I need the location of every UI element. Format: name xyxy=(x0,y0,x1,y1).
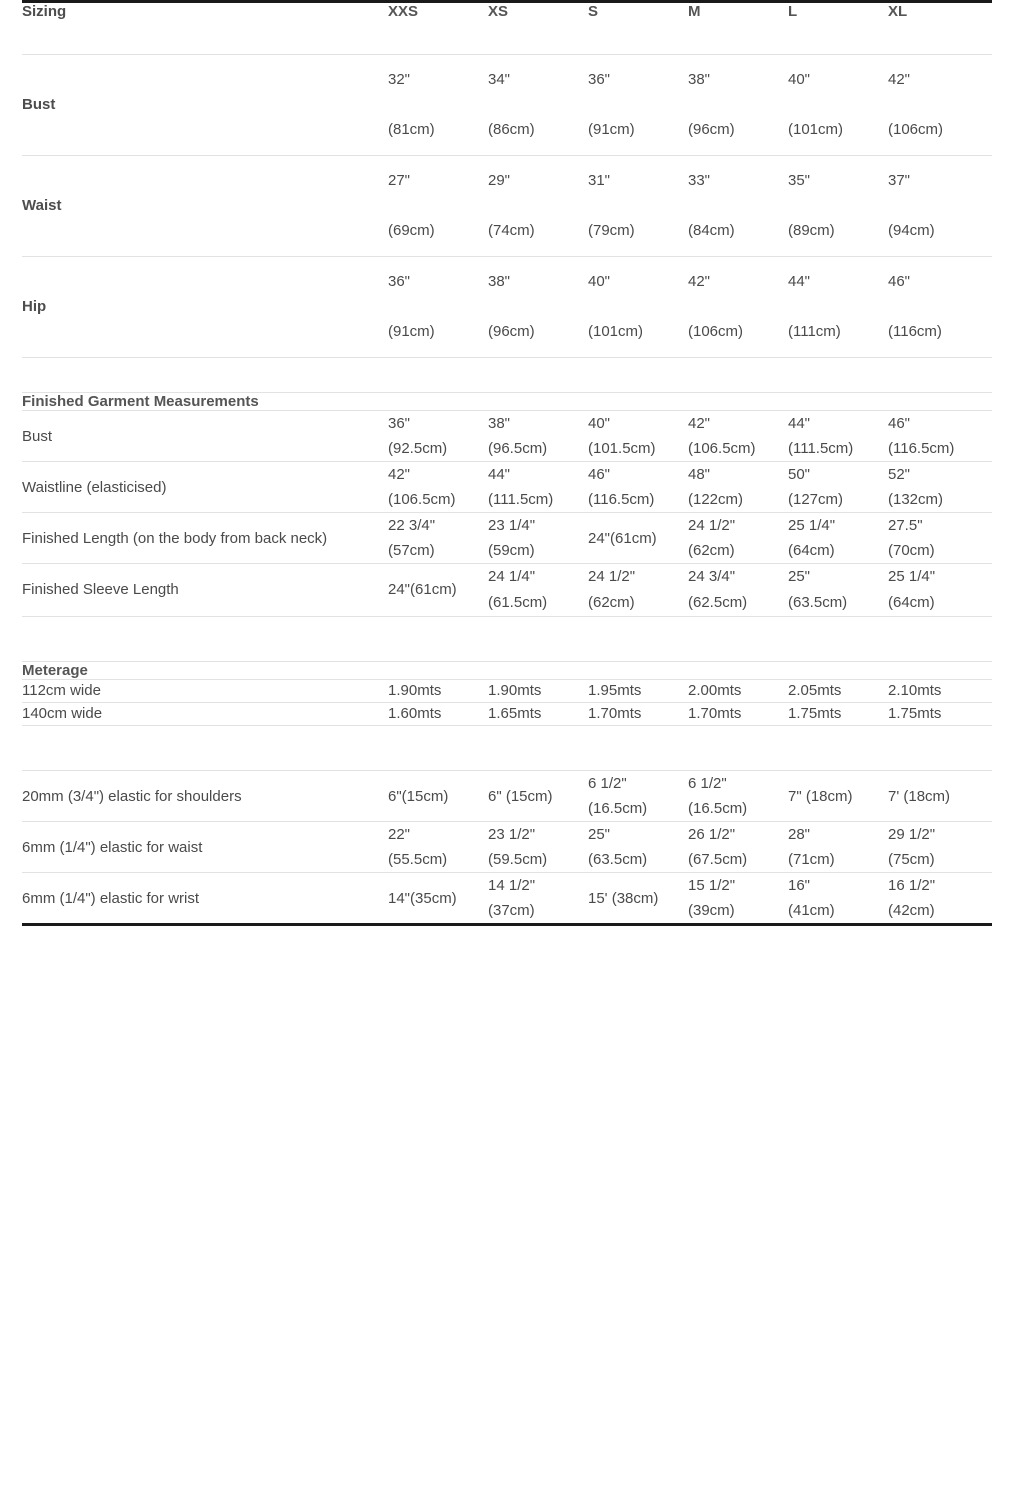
row-label-waist: Waist xyxy=(22,156,388,257)
value-cm: (111.5cm) xyxy=(488,491,554,508)
value-cm: (59cm) xyxy=(488,542,535,559)
cell-hip-l xyxy=(788,257,888,358)
value-cm: (116.5cm) xyxy=(888,440,955,457)
value-cm: (116.5cm) xyxy=(588,491,655,508)
empty-cell xyxy=(488,662,588,680)
spacer-cell xyxy=(488,617,588,662)
value-inches: 24 1/2" xyxy=(588,568,636,585)
row-label-waist-elastic: 6mm (1/4") elastic for waist xyxy=(22,822,388,873)
cell-bust-s xyxy=(588,55,688,156)
value-cm: (16.5cm) xyxy=(688,800,748,817)
value-cm: (96cm) xyxy=(688,121,735,138)
cell-sleeve-l xyxy=(788,564,888,617)
spacer-cell xyxy=(888,358,992,393)
cell-112-m: 2.00mts xyxy=(688,680,788,703)
value-cm: (64cm) xyxy=(888,594,935,611)
cell-waistelastic-xxs xyxy=(388,822,488,873)
value-cm: (64cm) xyxy=(788,542,835,559)
row-label-hip: Hip xyxy=(22,257,388,358)
value-inches: 25 1/4" xyxy=(788,517,836,534)
value-cm: (75cm) xyxy=(888,851,935,868)
spacer-cell xyxy=(788,20,888,55)
value-inches: 40" xyxy=(588,273,611,290)
cell-waistelastic-s xyxy=(588,822,688,873)
cell-finished-bust-xxs xyxy=(388,411,488,462)
spacer-cell xyxy=(688,20,788,55)
value-cm: (79cm) xyxy=(588,222,635,239)
cell-shoulder-s xyxy=(588,771,688,822)
spacer-row xyxy=(22,617,992,662)
cell-waistelastic-l xyxy=(788,822,888,873)
value-inches: 44" xyxy=(488,466,511,483)
cell-waist-xs xyxy=(488,156,588,257)
value-cm: (84cm) xyxy=(688,222,735,239)
cell-finished-length-xs xyxy=(488,513,588,564)
value-cm: (42cm) xyxy=(888,902,935,919)
value-inches: 40" xyxy=(588,415,611,432)
cell-hip-xs xyxy=(488,257,588,358)
spacer-cell xyxy=(888,726,992,771)
empty-cell xyxy=(788,393,888,411)
spacer-cell xyxy=(788,726,888,771)
row-label-140cm: 140cm wide xyxy=(22,703,388,726)
cell-finished-length-xl xyxy=(888,513,992,564)
empty-cell xyxy=(488,393,588,411)
value-inches: 22 3/4" xyxy=(388,517,436,534)
cell-112-l: 2.05mts xyxy=(788,680,888,703)
cell-wristelastic-xs xyxy=(488,873,588,925)
cell-finished-length-s xyxy=(588,513,688,564)
spacer-row xyxy=(22,20,992,55)
value-inches: 27" xyxy=(388,172,411,189)
value-inches: 23 1/4" xyxy=(488,517,536,534)
value-cm: (116cm) xyxy=(888,323,942,340)
value-inches: 6 1/2" xyxy=(688,775,727,792)
table-row xyxy=(22,156,992,257)
cell-waist-l xyxy=(788,156,888,257)
spacer-cell xyxy=(788,358,888,393)
cell-hip-m xyxy=(688,257,788,358)
cell-wristelastic-l xyxy=(788,873,888,925)
spacer-row xyxy=(22,726,992,771)
header-size-l: L xyxy=(788,2,888,21)
cell-112-s: 1.95mts xyxy=(588,680,688,703)
cell-140-l: 1.75mts xyxy=(788,703,888,726)
value-cm: (127cm) xyxy=(788,491,844,508)
value-inches: 34" xyxy=(488,71,511,88)
cell-waistline-m xyxy=(688,462,788,513)
value-inches: 46" xyxy=(588,466,611,483)
value-cm: (89cm) xyxy=(788,222,835,239)
spacer-cell xyxy=(488,20,588,55)
header-size-xl: XL xyxy=(888,2,992,21)
value-cm: (111.5cm) xyxy=(788,440,854,457)
section-heading-row xyxy=(22,393,992,411)
row-label-finished-length: Finished Length (on the body from back neck) xyxy=(22,513,388,564)
header-size-m: M xyxy=(688,2,788,21)
value-cm: (96.5cm) xyxy=(488,440,548,457)
spacer-cell xyxy=(22,358,388,393)
table-row xyxy=(22,703,992,726)
spacer-cell xyxy=(488,358,588,393)
table-row xyxy=(22,513,992,564)
value-inches: 22" xyxy=(388,826,411,843)
value-inches: 24 1/4" xyxy=(488,568,536,585)
cell-sleeve-xs xyxy=(488,564,588,617)
cell-finished-length-xxs xyxy=(388,513,488,564)
row-label-112cm: 112cm wide xyxy=(22,680,388,703)
cell-140-m: 1.70mts xyxy=(688,703,788,726)
empty-cell xyxy=(888,662,992,680)
value-inches: 36" xyxy=(388,273,411,290)
value-cm: (71cm) xyxy=(788,851,835,868)
cell-finished-bust-xl xyxy=(888,411,992,462)
value-cm: (91cm) xyxy=(588,121,635,138)
cell-waist-xxs xyxy=(388,156,488,257)
cell-waistelastic-xs xyxy=(488,822,588,873)
section-title-meterage: Meterage xyxy=(22,662,388,680)
value-inches: 48" xyxy=(688,466,711,483)
value-inches: 38" xyxy=(488,273,511,290)
row-label-wrist-elastic: 6mm (1/4") elastic for wrist xyxy=(22,873,388,925)
spacer-cell xyxy=(388,20,488,55)
value-cm: (132cm) xyxy=(888,491,944,508)
spacer-cell xyxy=(588,20,688,55)
value-cm: (63.5cm) xyxy=(588,851,648,868)
value-inches: 23 1/2" xyxy=(488,826,536,843)
value-inches: 29 1/2" xyxy=(888,826,936,843)
cell-hip-xl xyxy=(888,257,992,358)
value-cm: (94cm) xyxy=(888,222,935,239)
row-label-bust: Bust xyxy=(22,55,388,156)
spacer-cell xyxy=(588,726,688,771)
spacer-cell xyxy=(22,617,388,662)
row-label-sleeve-length: Finished Sleeve Length xyxy=(22,564,388,617)
row-label-waistline: Waistline (elasticised) xyxy=(22,462,388,513)
cell-bust-xs xyxy=(488,55,588,156)
cell-finished-bust-l xyxy=(788,411,888,462)
value-cm: (106cm) xyxy=(688,323,744,340)
cell-finished-bust-xs xyxy=(488,411,588,462)
value-inches: 42" xyxy=(388,466,411,483)
value-combined: 24"(61cm) xyxy=(388,581,457,598)
value-inches: 24 3/4" xyxy=(688,568,736,585)
cell-finished-length-m xyxy=(688,513,788,564)
table-row xyxy=(22,462,992,513)
value-cm: (55.5cm) xyxy=(388,851,448,868)
value-inches: 29" xyxy=(488,172,511,189)
value-cm: (81cm) xyxy=(388,121,435,138)
cell-shoulder-xl xyxy=(888,771,992,822)
value-cm: (106.5cm) xyxy=(388,491,456,508)
cell-bust-l xyxy=(788,55,888,156)
section-heading-row xyxy=(22,662,992,680)
value-inches: 25" xyxy=(588,826,611,843)
value-inches: 14 1/2" xyxy=(488,877,536,894)
value-inches: 36" xyxy=(388,415,411,432)
value-inches: 32" xyxy=(388,71,411,88)
cell-wristelastic-s xyxy=(588,873,688,925)
value-cm: (37cm) xyxy=(488,902,535,919)
cell-waistline-xl xyxy=(888,462,992,513)
value-inches: 52" xyxy=(888,466,911,483)
cell-waistline-xxs xyxy=(388,462,488,513)
value-inches: 15 1/2" xyxy=(688,877,736,894)
cell-wristelastic-m xyxy=(688,873,788,925)
empty-cell xyxy=(588,662,688,680)
empty-cell xyxy=(888,393,992,411)
empty-cell xyxy=(688,662,788,680)
value-cm: (59.5cm) xyxy=(488,851,548,868)
value-inches: 42" xyxy=(888,71,911,88)
cell-waistline-xs xyxy=(488,462,588,513)
spacer-cell xyxy=(488,726,588,771)
value-cm: (70cm) xyxy=(888,542,935,559)
sizing-table xyxy=(22,0,992,926)
value-cm: (92.5cm) xyxy=(388,440,448,457)
value-cm: (101cm) xyxy=(788,121,844,138)
spacer-cell xyxy=(688,617,788,662)
value-cm: (41cm) xyxy=(788,902,835,919)
value-cm: (62.5cm) xyxy=(688,594,748,611)
value-cm: (57cm) xyxy=(388,542,435,559)
cell-waist-s xyxy=(588,156,688,257)
value-cm: (91cm) xyxy=(388,323,435,340)
value-inches: 36" xyxy=(588,71,611,88)
spacer-cell xyxy=(888,617,992,662)
cell-finished-bust-m xyxy=(688,411,788,462)
value-inches: 24 1/2" xyxy=(688,517,736,534)
spacer-cell xyxy=(588,617,688,662)
table-row xyxy=(22,771,992,822)
cell-wristelastic-xl xyxy=(888,873,992,925)
value-combined: 7" (18cm) xyxy=(788,787,853,805)
value-cm: (96cm) xyxy=(488,323,535,340)
value-inches: 35" xyxy=(788,172,811,189)
value-combined: 6" (15cm) xyxy=(488,787,553,805)
row-label-shoulder-elastic: 20mm (3/4") elastic for shoulders xyxy=(22,771,388,822)
value-cm: (62cm) xyxy=(588,594,635,611)
value-inches: 50" xyxy=(788,466,811,483)
value-cm: (106.5cm) xyxy=(688,440,756,457)
header-size-xxs: XXS xyxy=(388,2,488,21)
header-size-xs: XS xyxy=(488,2,588,21)
value-cm: (122cm) xyxy=(688,491,744,508)
value-inches: 42" xyxy=(688,415,711,432)
value-inches: 40" xyxy=(788,71,811,88)
spacer-cell xyxy=(22,726,388,771)
cell-112-xs: 1.90mts xyxy=(488,680,588,703)
cell-sleeve-xl xyxy=(888,564,992,617)
empty-cell xyxy=(388,662,488,680)
value-inches: 44" xyxy=(788,273,811,290)
value-inches: 25 1/4" xyxy=(888,568,936,585)
cell-shoulder-xxs xyxy=(388,771,488,822)
cell-waistline-s xyxy=(588,462,688,513)
cell-shoulder-m xyxy=(688,771,788,822)
spacer-cell xyxy=(688,726,788,771)
cell-waistline-l xyxy=(788,462,888,513)
table-row xyxy=(22,55,992,156)
value-inches: 16" xyxy=(788,877,811,894)
spacer-row xyxy=(22,358,992,393)
cell-wristelastic-xxs xyxy=(388,873,488,925)
value-cm: (62cm) xyxy=(688,542,735,559)
value-inches: 37" xyxy=(888,172,911,189)
spacer-cell xyxy=(788,617,888,662)
value-inches: 44" xyxy=(788,415,811,432)
value-combined: 14"(35cm) xyxy=(388,889,457,907)
spacer-cell xyxy=(888,20,992,55)
empty-cell xyxy=(788,662,888,680)
value-inches: 27.5" xyxy=(888,517,923,534)
empty-cell xyxy=(588,393,688,411)
spacer-cell xyxy=(388,726,488,771)
value-cm: (16.5cm) xyxy=(588,800,648,817)
cell-140-xxs: 1.60mts xyxy=(388,703,488,726)
value-inches: 42" xyxy=(688,273,711,290)
value-cm: (111cm) xyxy=(788,323,841,340)
value-inches: 26 1/2" xyxy=(688,826,736,843)
cell-bust-xl xyxy=(888,55,992,156)
value-inches: 46" xyxy=(888,415,911,432)
cell-finished-bust-s xyxy=(588,411,688,462)
table-header-row xyxy=(22,2,992,21)
spacer-cell xyxy=(388,358,488,393)
value-cm: (101cm) xyxy=(588,323,644,340)
value-inches: 38" xyxy=(688,71,711,88)
value-cm: (86cm) xyxy=(488,121,535,138)
row-label-finished-bust: Bust xyxy=(22,411,388,462)
cell-hip-xxs xyxy=(388,257,488,358)
header-label: Sizing xyxy=(22,2,388,21)
value-cm: (106cm) xyxy=(888,121,944,138)
header-size-s: S xyxy=(588,2,688,21)
cell-bust-m xyxy=(688,55,788,156)
cell-140-xs: 1.65mts xyxy=(488,703,588,726)
cell-bust-xxs xyxy=(388,55,488,156)
value-cm: (63.5cm) xyxy=(788,594,848,611)
value-inches: 46" xyxy=(888,273,911,290)
value-cm: (74cm) xyxy=(488,222,535,239)
value-inches: 33" xyxy=(688,172,711,189)
value-combined: 24"(61cm) xyxy=(588,529,657,547)
cell-shoulder-l xyxy=(788,771,888,822)
value-inches: 38" xyxy=(488,415,511,432)
cell-sleeve-m xyxy=(688,564,788,617)
cell-112-xxs: 1.90mts xyxy=(388,680,488,703)
empty-cell xyxy=(388,393,488,411)
value-cm: (69cm) xyxy=(388,222,435,239)
spacer-cell xyxy=(22,20,388,55)
value-inches: 16 1/2" xyxy=(888,877,936,894)
value-cm: (39cm) xyxy=(688,902,735,919)
table-row xyxy=(22,257,992,358)
cell-finished-length-l xyxy=(788,513,888,564)
spacer-cell xyxy=(388,617,488,662)
value-combined: 7' (18cm) xyxy=(888,787,951,805)
value-inches: 6 1/2" xyxy=(588,775,627,792)
value-cm: (101.5cm) xyxy=(588,440,656,457)
spacer-cell xyxy=(588,358,688,393)
cell-sleeve-s xyxy=(588,564,688,617)
table-row xyxy=(22,873,992,925)
cell-waistelastic-xl xyxy=(888,822,992,873)
value-cm: (67.5cm) xyxy=(688,851,748,868)
value-inches: 28" xyxy=(788,826,811,843)
value-combined: 15' (38cm) xyxy=(588,889,659,907)
table-row xyxy=(22,564,992,617)
cell-waist-m xyxy=(688,156,788,257)
cell-140-s: 1.70mts xyxy=(588,703,688,726)
empty-cell xyxy=(688,393,788,411)
value-combined: 6"(15cm) xyxy=(388,787,449,805)
cell-140-xl: 1.75mts xyxy=(888,703,992,726)
cell-waistelastic-m xyxy=(688,822,788,873)
value-cm: (61.5cm) xyxy=(488,594,548,611)
cell-waist-xl xyxy=(888,156,992,257)
cell-sleeve-xxs xyxy=(388,564,488,617)
section-title-finished: Finished Garment Measurements xyxy=(22,393,388,411)
cell-hip-s xyxy=(588,257,688,358)
table-row xyxy=(22,680,992,703)
value-inches: 25" xyxy=(788,568,811,585)
cell-shoulder-xs xyxy=(488,771,588,822)
table-row xyxy=(22,411,992,462)
value-inches: 31" xyxy=(588,172,611,189)
table-row xyxy=(22,822,992,873)
spacer-cell xyxy=(688,358,788,393)
cell-112-xl: 2.10mts xyxy=(888,680,992,703)
